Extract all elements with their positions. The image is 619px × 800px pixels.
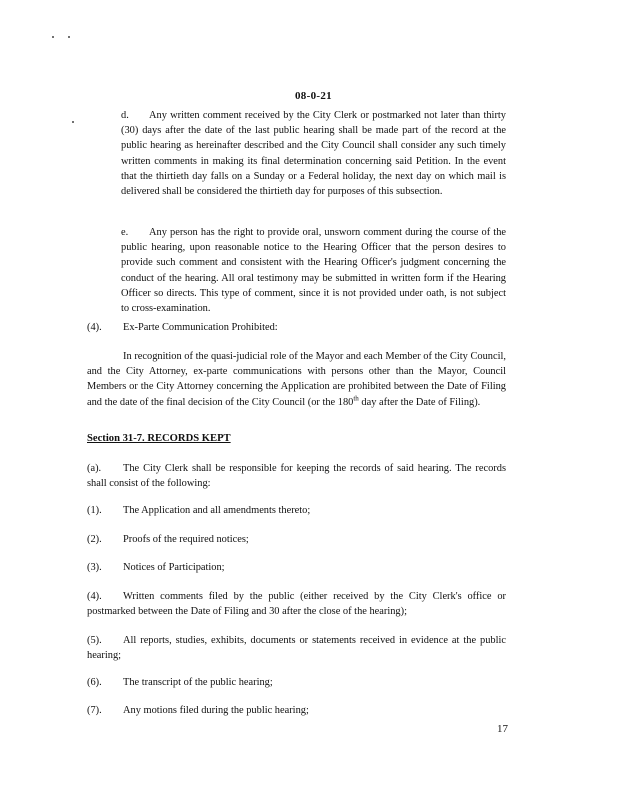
- list-item-text: Written comments filed by the public (either received by the City Clerk's office or postmarked between the Date of Filing and 30 after the close of the hearing);: [87, 591, 506, 618]
- list-item-number: (3).: [87, 562, 102, 573]
- list-item-text: Any motions filed during the public hearing;: [123, 705, 309, 716]
- list-item: [87, 633, 506, 663]
- scan-speck: [72, 121, 74, 123]
- list-item-number: (2).: [87, 534, 102, 545]
- paragraph-a-text: The City Clerk shall be responsible for keeping the records of said hearing. The records shall consist of the following:: [87, 463, 506, 490]
- ordinal-suffix: th: [353, 394, 359, 403]
- list-item: [87, 589, 506, 619]
- paragraph-e: [121, 225, 506, 316]
- section-heading: Section 31-7. RECORDS KEPT: [87, 433, 231, 444]
- list-item-text: The transcript of the public hearing;: [123, 677, 273, 688]
- item-4-exparte: [87, 320, 278, 335]
- list-item: [87, 675, 506, 690]
- list-item: [87, 703, 506, 718]
- list-item-number: (1).: [87, 505, 102, 516]
- item-4-exparte-title: Ex-Parte Communication Prohibited:: [123, 322, 278, 333]
- paragraph-d-text: Any written comment received by the City Clerk or postmarked not later than thirty (30) days after the date of the last public hearing shall be made part of the record at the public hearing as hereinafter described and the City Council shall consider any such timely written comments in making its final determination concerning said Petition. In the event that the thirtieth day falls on a Sunday or a Federal holiday, the next day on which mail is delivered shall be considered the thirtieth day for purposes of this subsection.: [121, 110, 506, 198]
- paragraph-e-label: e.: [121, 227, 129, 238]
- list-item: [87, 560, 506, 575]
- item-4-exparte-number: (4).: [87, 322, 102, 333]
- page-number: 17: [497, 723, 508, 735]
- exparte-text-end: day after the Date of Filing).: [358, 396, 481, 408]
- list-item-number: (7).: [87, 705, 102, 716]
- exparte-paragraph: [87, 349, 506, 410]
- paragraph-a: [87, 461, 506, 491]
- list-item-text: Notices of Participation;: [123, 562, 225, 573]
- paragraph-a-label: (a).: [87, 463, 102, 474]
- paragraph-d-label: d.: [121, 110, 129, 121]
- list-item-number: (4).: [87, 591, 102, 602]
- scan-speck: [52, 36, 54, 38]
- paragraph-d: [121, 108, 506, 199]
- list-item-number: (5).: [87, 635, 102, 646]
- exparte-text: In recognition of the quasi-judicial role of the Mayor and each Member of the City Council, and the City Attorney, ex-parte communications with persons other than the Mayor, Council Members or the City Attorney concerning the Application are prohibited between the Date of Filing and the date of the final decision of the City Council (or the 180: [87, 351, 506, 408]
- list-item-number: (6).: [87, 677, 102, 688]
- scan-speck: [68, 36, 70, 38]
- list-item-text: The Application and all amendments thereto;: [123, 505, 311, 516]
- list-item: [87, 532, 506, 547]
- paragraph-e-text: Any person has the right to provide oral, unsworn comment during the course of the public hearing, upon reasonable notice to the Hearing Officer that the person desires to provide such comment and consistent with the Hearing Officer's judgment concerning the conduct of the hearing. All oral testimony may be submitted in written form if the Hearing Officer so directs. This type of comment, since it is not provided under oath, is not subject to cross-examination.: [121, 227, 506, 315]
- list-item-text: Proofs of the required notices;: [123, 534, 249, 545]
- list-item-text: All reports, studies, exhibits, documents or statements received in evidence at the public hearing;: [87, 635, 506, 662]
- document-number: 08-0-21: [295, 90, 332, 102]
- list-item: [87, 503, 506, 518]
